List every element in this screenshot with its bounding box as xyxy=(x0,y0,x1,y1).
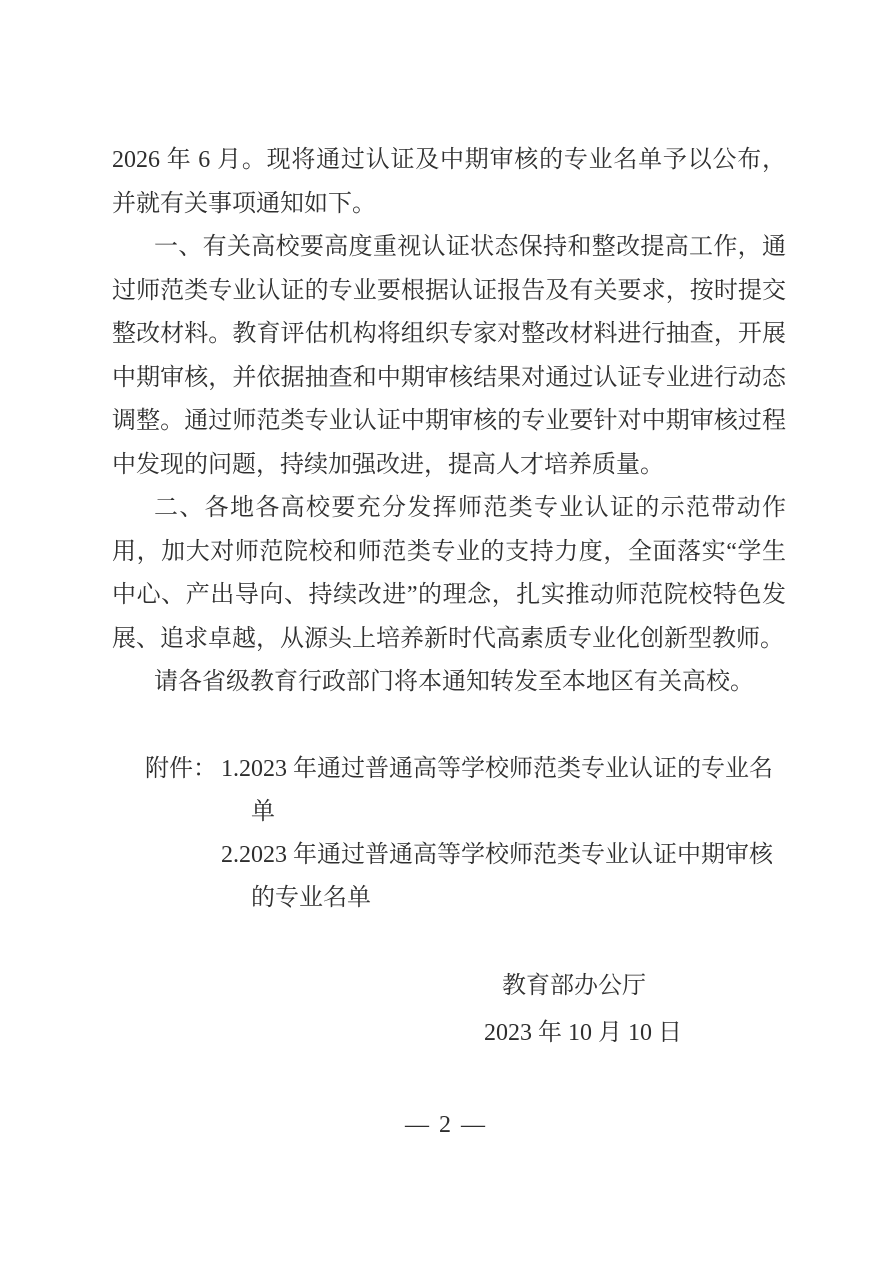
paragraph-forward-request: 请各省级教育行政部门将本通知转发至本地区有关高校。 xyxy=(154,669,754,695)
attachment-item-1: 1.2023 年通过普通高等学校师范类专业认证的专业名单 xyxy=(221,756,773,825)
page-number: — 2 — xyxy=(405,1112,487,1138)
signature-date: 2023 年 10 月 10 日 xyxy=(484,1020,682,1046)
attachment-item-2: 2.2023 年通过普通高等学校师范类专业认证中期审核的专业名单 xyxy=(221,842,773,911)
paragraph-continuation: 2026 年 6 月。现将通过认证及中期审核的专业名单予以公布，并就有关事项通知如下。 xyxy=(112,147,786,217)
signature-issuer: 教育部办公厅 xyxy=(502,973,646,999)
paragraph-item-two: 二、各地各高校要充分发挥师范类专业认证的示范带动作用，加大对师范院校和师范类专业的支持力度，全面落实“学生中心、产出导向、持续改进”的理念，扎实推动师范院校特色发展、追求卓越，从源头上培养新时代高素质专业化创新型教师。 xyxy=(112,495,786,652)
attachments-section xyxy=(145,748,793,920)
attachments-label: 附件： xyxy=(145,756,217,782)
paragraph-item-one: 一、有关高校要高度重视认证状态保持和整改提高工作，通过师范类专业认证的专业要根据认证报告及有关要求，按时提交整改材料。教育评估机构将组织专家对整改材料进行抽查，开展中期审核，并依据抽查和中期审核结果对通过认证专业进行动态调整。通过师范类专业认证中期审核的专业要针对中期审核过程中发现的问题，持续加强改进，提高人才培养质量。 xyxy=(112,234,786,478)
document-body xyxy=(112,139,786,705)
attachments-list xyxy=(221,748,793,920)
